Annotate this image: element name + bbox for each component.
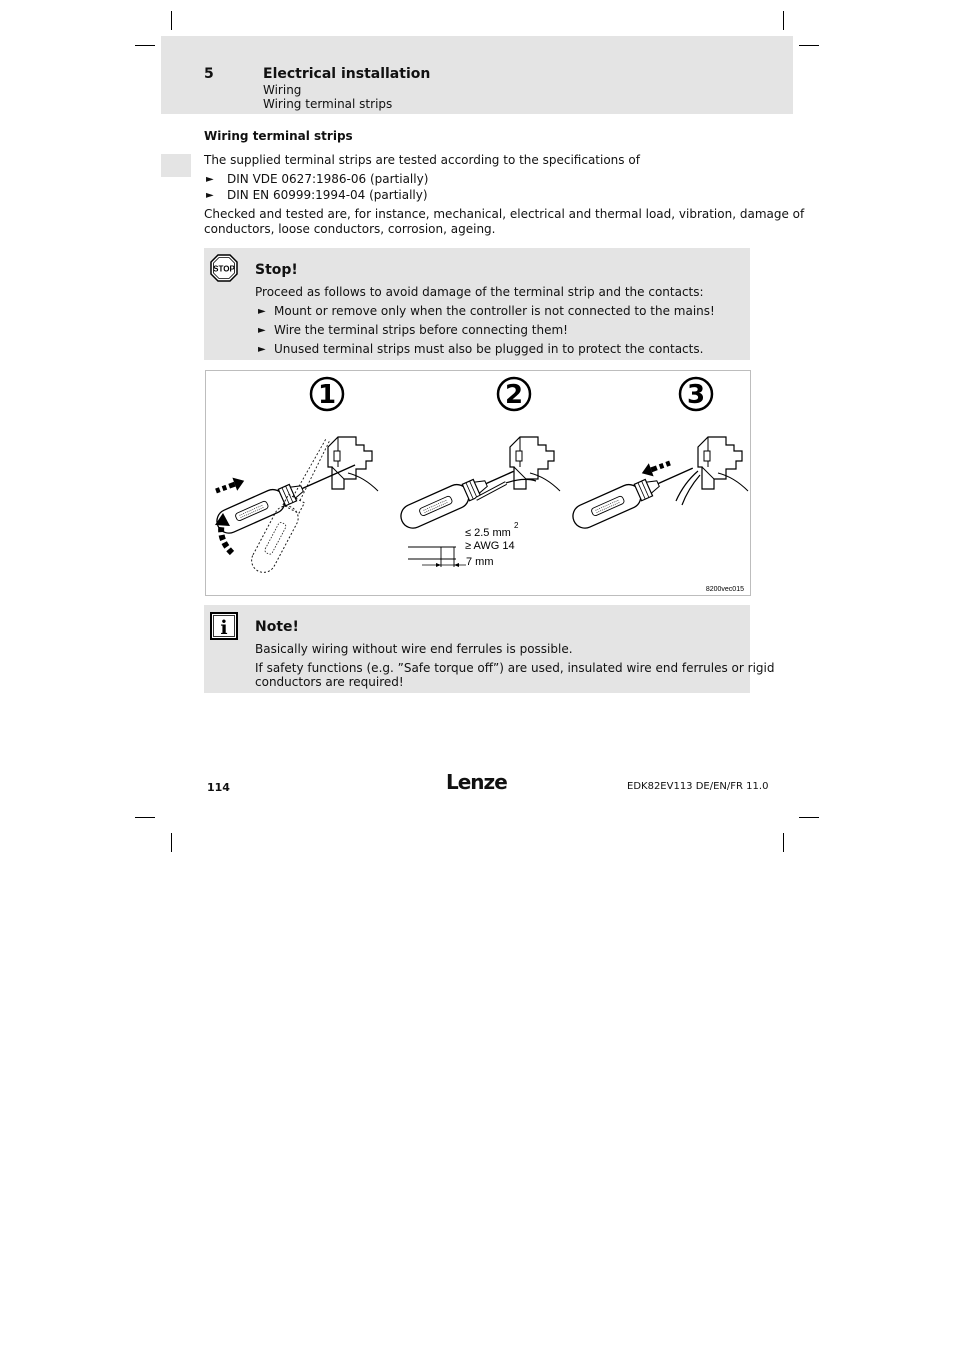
section-title: Wiring terminal strips — [204, 129, 353, 143]
pull-arrow-icon — [639, 456, 672, 479]
step-number — [498, 378, 530, 410]
wire-gauge-spec: ≥ AWG 14 — [465, 540, 515, 552]
intro-text: The supplied terminal strips are tested according to the specifications of — [204, 153, 640, 167]
info-icon — [210, 612, 238, 640]
crop-mark — [799, 817, 819, 818]
list-item: ► Wire the terminal strips before connecting them! — [258, 323, 568, 337]
list-item: ► Unused terminal strips must also be plugged in to protect the contacts. — [258, 342, 704, 356]
wiring-illustration — [206, 371, 750, 595]
chapter-header — [161, 36, 793, 114]
arrow-bullet-icon: ► — [258, 344, 266, 355]
svg-text:i: i — [220, 617, 228, 639]
step-1-drawing — [213, 433, 378, 577]
crop-mark — [135, 45, 155, 46]
lenze-logo: Lenze — [446, 770, 507, 794]
note-box — [204, 605, 775, 693]
stop-intro: Proceed as follows to avoid damage of the terminal strip and the contacts: — [255, 285, 704, 299]
stop-sign-icon — [210, 254, 238, 282]
svg-text:STOP: STOP — [213, 264, 235, 274]
chapter-number: 5 — [204, 66, 214, 82]
chapter-title: Electrical installation — [263, 66, 431, 82]
arrow-bullet-icon: ► — [206, 174, 214, 185]
svg-text:2: 2 — [504, 380, 524, 410]
push-arrow-icon — [214, 474, 247, 497]
stop-warning-box — [204, 248, 750, 360]
arrow-bullet-icon: ► — [206, 190, 214, 201]
strip-length-spec: 7 mm — [466, 556, 494, 568]
crop-mark — [783, 833, 784, 852]
document-reference: EDK82EV113 DE/EN/FR 11.0 — [627, 781, 769, 792]
note-text: conductors are required! — [255, 675, 404, 689]
step-3-drawing — [569, 437, 748, 532]
stop-title: Stop! — [255, 262, 298, 278]
chapter-subtitle: Wiring terminal strips — [263, 97, 393, 111]
wire-size-superscript: 2 — [514, 521, 519, 530]
svg-text:1: 1 — [317, 380, 337, 410]
crop-mark — [135, 817, 155, 818]
body-text: Checked and tested are, for instance, mechanical, electrical and thermal load, vibration, damage of — [204, 207, 805, 221]
crop-mark — [171, 11, 172, 30]
crop-mark — [171, 833, 172, 852]
arrow-bullet-icon: ► — [258, 306, 266, 317]
figure-reference: 8200vec015 — [705, 586, 744, 593]
crop-mark — [799, 45, 819, 46]
side-tab — [161, 154, 191, 177]
arrow-bullet-icon: ► — [258, 325, 266, 336]
step-number — [680, 378, 712, 410]
step-number — [311, 378, 343, 410]
chapter-subtitle: Wiring — [263, 83, 302, 97]
wiring-figure — [205, 370, 751, 596]
page-number: 114 — [207, 781, 230, 794]
crop-mark — [783, 11, 784, 30]
note-text: Basically wiring without wire end ferrules is possible. — [255, 642, 573, 656]
list-item: ► Mount or remove only when the controller is not connected to the mains! — [258, 304, 715, 318]
note-title: Note! — [255, 619, 299, 635]
note-text: If safety functions (e.g. ”Safe torque off”) are used, insulated wire end ferrules or rigid — [255, 661, 775, 675]
body-text: conductors, loose conductors, corrosion, ageing. — [204, 222, 496, 236]
wire-size-spec: ≤ 2.5 mm — [465, 527, 511, 539]
svg-text:3: 3 — [686, 380, 706, 410]
